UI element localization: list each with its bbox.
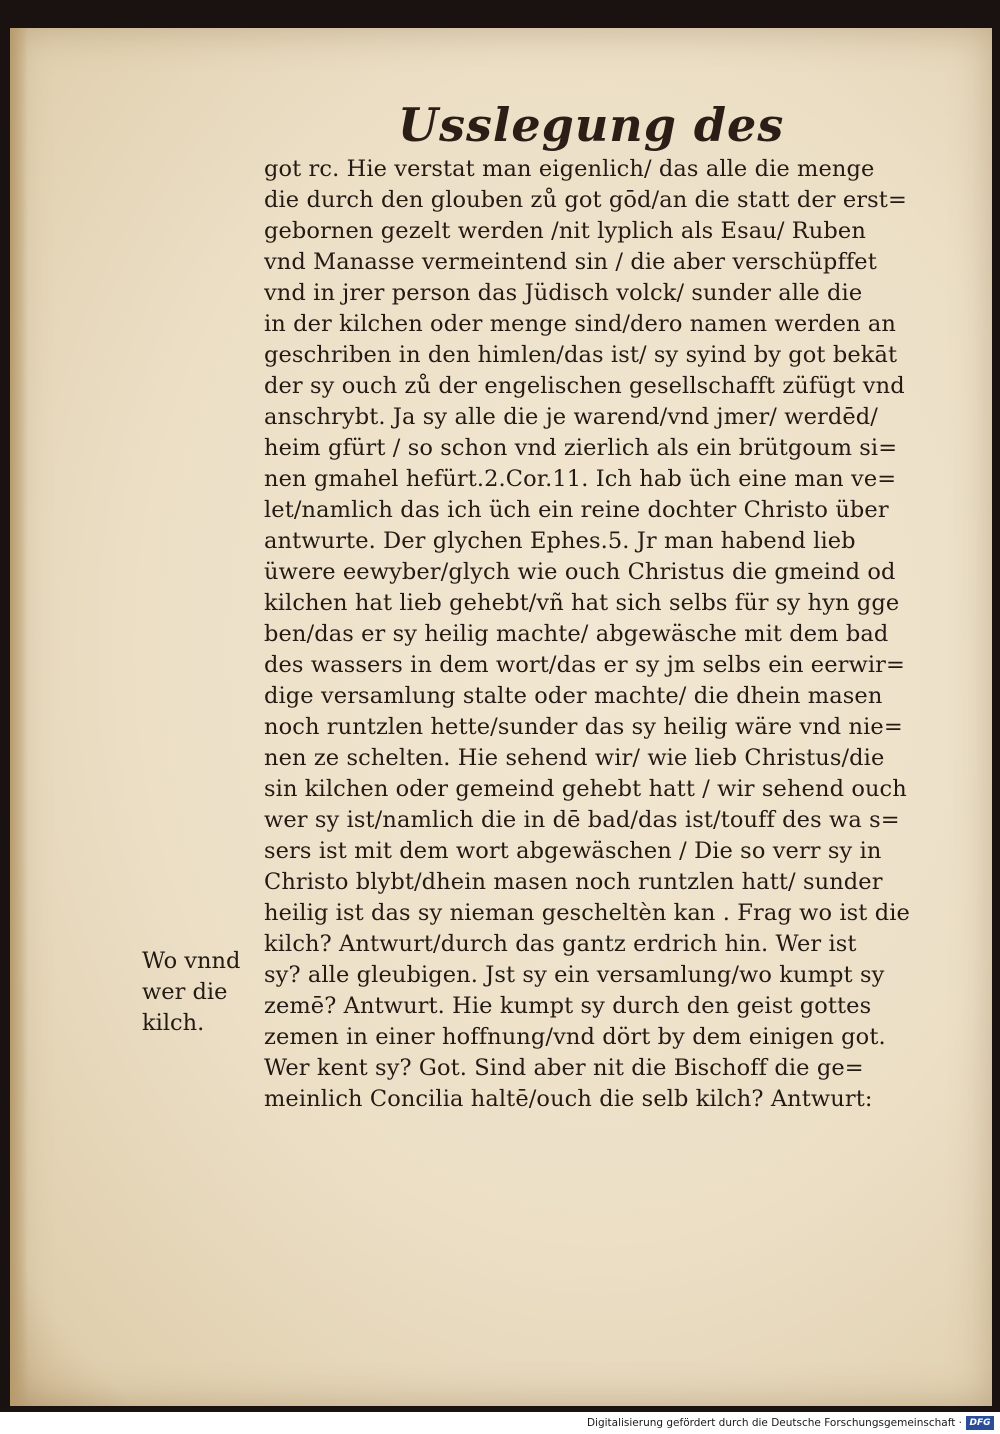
- text-line: sers ist mit dem wort abgewäschen / Die so verr sy in: [264, 838, 882, 864]
- text-line: des wassers in dem wort/das er sy jm selbs ein eerwir=: [264, 652, 905, 678]
- body-text-block: [264, 154, 944, 1115]
- text-line: vnd in jrer person das Jüdisch volck/ sunder alle die: [264, 280, 863, 306]
- text-line: meinlich Concilia haltē/ouch die selb kilch? Antwurt:: [264, 1086, 873, 1112]
- text-line: der sy ouch zů der engelischen gesellschafft züfügt vnd: [264, 373, 905, 399]
- page-edge-shadow: [10, 28, 28, 1406]
- marginal-note: [142, 946, 260, 1039]
- text-line: wer sy ist/namlich die in dē bad/das ist/touff des wa s=: [264, 807, 900, 833]
- text-line: dige versamlung stalte oder machte/ die dhein masen: [264, 683, 883, 709]
- funding-credit: Digitalisierung gefördert durch die Deutsche Forschungsgemeinschaft ·: [586, 1417, 962, 1429]
- marginal-note-line: kilch.: [142, 1010, 205, 1036]
- text-line: nen gmahel hefürt.2.Cor.11. Ich hab üch eine man ve=: [264, 466, 897, 492]
- text-line: zemen in einer hoffnung/vnd dört by dem einigen got.: [264, 1024, 886, 1050]
- text-line: antwurte. Der glychen Ephes.5. Jr man habend lieb: [264, 528, 856, 554]
- text-line: heim gfürt / so schon vnd zierlich als ein brütgoum si=: [264, 435, 898, 461]
- text-line: gebornen gezelt werden /nit lyplich als Esau/ Ruben: [264, 218, 866, 244]
- text-line: let/namlich das ich üch ein reine dochter Christo über: [264, 497, 889, 523]
- text-line: got rc. Hie verstat man eigenlich/ das alle die menge: [264, 156, 875, 182]
- text-line: sy? alle gleubigen. Jst sy ein versamlung/wo kumpt sy: [264, 962, 885, 988]
- text-line: anschrybt. Ja sy alle die je warend/vnd jmer/ werdēd/: [264, 404, 878, 430]
- book-page: [10, 28, 992, 1406]
- text-line: heilig ist das sy nieman gescheltèn kan . Frag wo ist die: [264, 900, 910, 926]
- text-line: zemē? Antwurt. Hie kumpt sy durch den geist gottes: [264, 993, 872, 1019]
- text-line: die durch den glouben zů got gōd/an die statt der erst=: [264, 187, 907, 213]
- text-line: kilchen hat lieb gehebt/vñ hat sich selbs für sy hyn gge: [264, 590, 900, 616]
- text-line: nen ze schelten. Hie sehend wir/ wie lieb Christus/die: [264, 745, 885, 771]
- footer-bar: [0, 1412, 1000, 1434]
- text-line: vnd Manasse vermeintend sin / die aber verschüpffet: [264, 249, 877, 275]
- text-line: sin kilchen oder gemeind gehebt hatt / wir sehend ouch: [264, 776, 907, 802]
- marginal-note-line: Wo vnnd: [142, 948, 241, 974]
- page-header-title: Usslegung des: [398, 98, 785, 152]
- text-line: üwere eewyber/glych wie ouch Christus die gmeind od: [264, 559, 896, 585]
- text-line: in der kilchen oder menge sind/dero namen werden an: [264, 311, 897, 337]
- text-line: Wer kent sy? Got. Sind aber nit die Bischoff die ge=: [264, 1055, 864, 1081]
- dfg-logo: DFG: [966, 1416, 994, 1430]
- text-line: kilch? Antwurt/durch das gantz erdrich hin. Wer ist: [264, 931, 857, 957]
- text-line: Christo blybt/dhein masen noch runtzlen hatt/ sunder: [264, 869, 883, 895]
- text-line: geschriben in den himlen/das ist/ sy syind by got bekāt: [264, 342, 898, 368]
- text-line: ben/das er sy heilig machte/ abgewäsche mit dem bad: [264, 621, 889, 647]
- marginal-note-line: wer die: [142, 979, 228, 1005]
- text-line: noch runtzlen hette/sunder das sy heilig wäre vnd nie=: [264, 714, 903, 740]
